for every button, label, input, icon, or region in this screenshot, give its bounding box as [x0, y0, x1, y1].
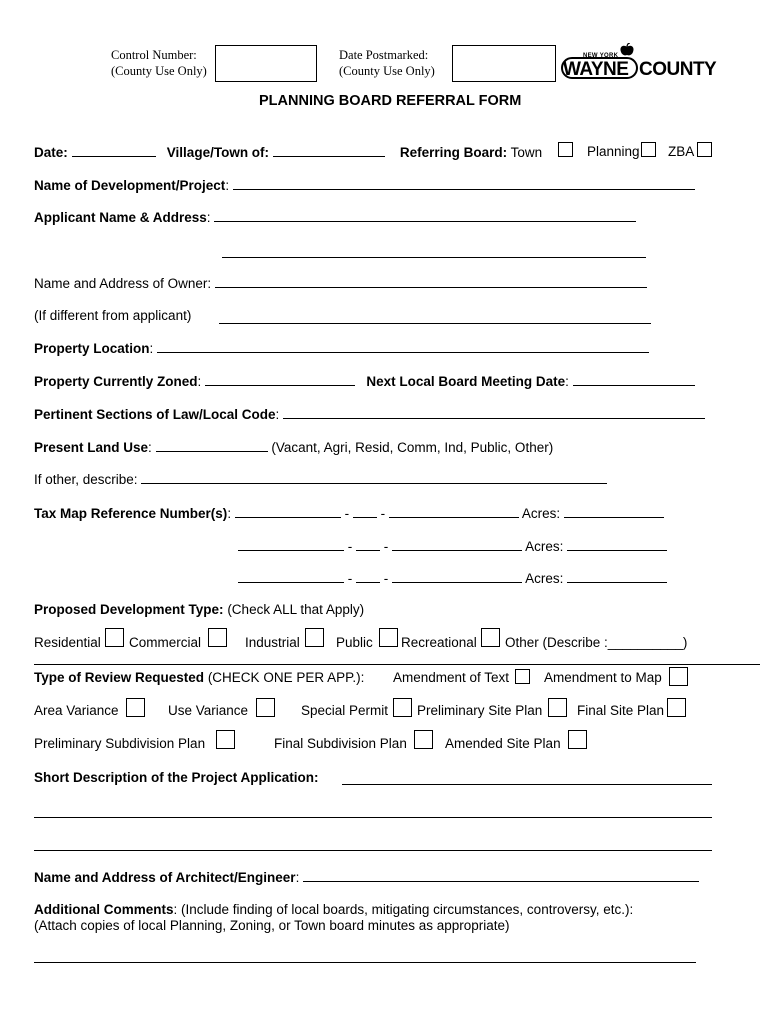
- section-divider: [34, 664, 760, 665]
- board-town-checkbox[interactable]: [558, 142, 573, 157]
- dev-type-commercial-label: Commercial: [129, 635, 202, 650]
- development-name-input[interactable]: [233, 177, 695, 190]
- tax-map-3b[interactable]: [356, 570, 380, 583]
- review-use-variance-label: Use Variance: [168, 703, 249, 718]
- date-row: Date: Village/Town of: Referring Board: Town: [34, 145, 543, 160]
- dev-type-other-label: Other (Describe :__________): [505, 635, 688, 650]
- dev-type-public-label: Public: [336, 635, 373, 650]
- review-final-subdivision-label: Final Subdivision Plan: [274, 736, 407, 751]
- tax-map-row: Tax Map Reference Number(s): - - Acres:: [34, 505, 664, 522]
- review-use-variance-checkbox[interactable]: [256, 698, 275, 717]
- review-special-permit-checkbox[interactable]: [393, 698, 412, 717]
- acres-2[interactable]: [567, 538, 667, 551]
- review-amend-map-checkbox[interactable]: [669, 667, 688, 686]
- applicant-line-2[interactable]: [222, 257, 646, 258]
- review-amended-site-label: Amended Site Plan: [445, 736, 561, 751]
- land-use-row: Present Land Use: (Vacant, Agri, Resid, Comm, Ind, Public, Other): [34, 440, 554, 455]
- board-zba-checkbox[interactable]: [697, 142, 712, 157]
- date-postmarked-field[interactable]: [452, 45, 556, 82]
- review-final-site-checkbox[interactable]: [667, 698, 686, 717]
- form-title: PLANNING BOARD REFERRAL FORM: [259, 93, 522, 109]
- logo-wayne: WAYNE: [563, 59, 629, 80]
- control-number-field[interactable]: [215, 45, 317, 82]
- tax-map-2a[interactable]: [238, 538, 344, 551]
- review-final-subdivision-checkbox[interactable]: [414, 730, 433, 749]
- tax-map-3c[interactable]: [392, 570, 522, 583]
- board-planning-label: Planning: [587, 144, 640, 159]
- short-description-line-2[interactable]: [34, 817, 712, 818]
- tax-map-1a[interactable]: [235, 505, 341, 518]
- dev-type-public-checkbox[interactable]: [379, 628, 398, 647]
- owner-note: (If different from applicant): [34, 308, 192, 323]
- other-describe-input[interactable]: [141, 471, 607, 484]
- architect-input[interactable]: [303, 869, 699, 882]
- development-name-row: Name of Development/Project:: [34, 177, 695, 194]
- board-zba-label: ZBA: [668, 144, 695, 159]
- review-final-site-label: Final Site Plan: [577, 703, 665, 718]
- logo-new-york: NEW YORK: [583, 53, 619, 59]
- wayne-county-logo: [561, 42, 716, 82]
- owner-input[interactable]: [215, 275, 647, 288]
- logo-ring: [561, 57, 638, 79]
- owner-line-2[interactable]: [219, 323, 651, 324]
- comments-heading: Additional Comments: (Include finding of local boards, mitigating circumstances, controversy, etc.):: [34, 902, 634, 917]
- tax-map-2b[interactable]: [356, 538, 380, 551]
- tax-map-1b[interactable]: [353, 505, 377, 518]
- review-amend-map-label: Amendment to Map: [544, 670, 662, 685]
- review-amended-site-checkbox[interactable]: [568, 730, 587, 749]
- board-planning-checkbox[interactable]: [641, 142, 656, 157]
- dev-type-recreational-checkbox[interactable]: [481, 628, 500, 647]
- applicant-row: Applicant Name & Address:: [34, 209, 636, 226]
- dev-type-residential-checkbox[interactable]: [105, 628, 124, 647]
- dev-type-industrial-checkbox[interactable]: [305, 628, 324, 647]
- review-prelim-site-label: Preliminary Site Plan: [417, 703, 543, 718]
- date-postmarked-label: Date Postmarked: (County Use Only): [339, 48, 435, 78]
- dev-type-residential-label: Residential: [34, 635, 101, 650]
- applicant-input[interactable]: [214, 209, 636, 222]
- tax-map-row-2: - - Acres:: [238, 538, 667, 555]
- dev-type-industrial-label: Industrial: [245, 635, 300, 650]
- review-prelim-subdivision-label: Preliminary Subdivision Plan: [34, 736, 206, 751]
- short-description-line-3[interactable]: [34, 850, 712, 851]
- review-amend-text-label: Amendment of Text: [393, 670, 510, 685]
- review-prelim-site-checkbox[interactable]: [548, 698, 567, 717]
- acres-1[interactable]: [564, 505, 664, 518]
- next-meeting-input[interactable]: [573, 373, 695, 386]
- dev-type-heading: Proposed Development Type: (Check ALL that Apply): [34, 602, 365, 617]
- land-use-input[interactable]: [156, 439, 268, 452]
- logo-county: COUNTY: [639, 59, 717, 80]
- short-description-line-1[interactable]: [342, 784, 712, 785]
- owner-row: Name and Address of Owner:: [34, 275, 647, 292]
- other-describe-row: If other, describe:: [34, 471, 607, 488]
- review-area-variance-label: Area Variance: [34, 703, 119, 718]
- dev-type-commercial-checkbox[interactable]: [208, 628, 227, 647]
- sections-input[interactable]: [283, 406, 705, 419]
- comments-note-2: (Attach copies of local Planning, Zoning, or Town board minutes as appropriate): [34, 918, 510, 933]
- apple-icon: [619, 43, 635, 57]
- architect-row: Name and Address of Architect/Engineer:: [34, 869, 699, 886]
- zoned-row: Property Currently Zoned: Next Local Board Meeting Date:: [34, 373, 695, 390]
- sections-row: Pertinent Sections of Law/Local Code:: [34, 406, 705, 423]
- zoned-input[interactable]: [205, 373, 355, 386]
- review-amend-text-checkbox[interactable]: [515, 669, 530, 684]
- tax-map-3a[interactable]: [238, 570, 344, 583]
- review-prelim-subdivision-checkbox[interactable]: [216, 730, 235, 749]
- tax-map-2c[interactable]: [392, 538, 522, 551]
- tax-map-1c[interactable]: [389, 505, 519, 518]
- control-number-label: Control Number: (County Use Only): [111, 48, 207, 78]
- review-special-permit-label: Special Permit: [301, 703, 389, 718]
- village-input[interactable]: [273, 144, 385, 157]
- comments-line[interactable]: [34, 962, 696, 963]
- short-description-row: Short Description of the Project Application:: [34, 770, 319, 785]
- review-area-variance-checkbox[interactable]: [126, 698, 145, 717]
- tax-map-row-3: - - Acres:: [238, 570, 667, 587]
- property-location-row: Property Location:: [34, 340, 649, 357]
- acres-3[interactable]: [567, 570, 667, 583]
- dev-type-recreational-label: Recreational: [401, 635, 477, 650]
- property-location-input[interactable]: [157, 340, 649, 353]
- date-input[interactable]: [72, 144, 156, 157]
- review-heading: Type of Review Requested (CHECK ONE PER APP.):: [34, 670, 365, 685]
